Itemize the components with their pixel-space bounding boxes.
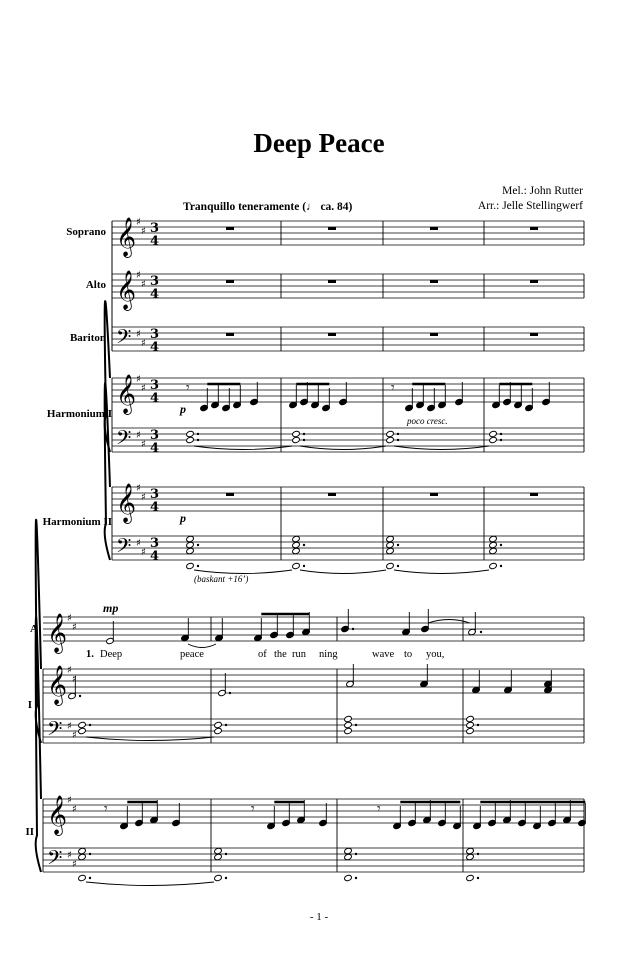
time-signature-denominator: 4 — [150, 549, 160, 564]
whole-rest — [226, 280, 234, 283]
augmentation-dot — [79, 695, 81, 697]
tie-curve — [394, 570, 489, 574]
augmentation-dot — [303, 439, 305, 441]
baskant-text: (baskant +16’) — [194, 574, 249, 584]
sharp-sign: ♯ — [136, 217, 141, 228]
chord-note — [292, 547, 301, 554]
sharp-sign: ♯ — [136, 483, 141, 494]
sharp-sign: ♯ — [136, 270, 141, 281]
lyric-syllable: ning — [319, 649, 338, 660]
sharp-sign: ♯ — [72, 674, 77, 685]
chord-note — [489, 547, 498, 554]
lyric-syllable: peace — [180, 649, 204, 660]
sharp-sign: ♯ — [67, 795, 72, 806]
chord-note — [78, 847, 87, 854]
sharp-sign: ♯ — [141, 338, 146, 349]
chord-note — [466, 721, 475, 728]
label-harmonium-2: Harmonium II — [42, 516, 112, 528]
time-signature-denominator: 4 — [150, 391, 160, 406]
chord-note — [386, 547, 395, 554]
eighth-rest: 𝄾 — [104, 801, 108, 817]
chord-note — [466, 847, 475, 854]
score-title: Deep Peace — [253, 128, 385, 158]
chord-note — [344, 874, 353, 881]
augmentation-dot — [477, 853, 479, 855]
whole-rest — [328, 227, 336, 230]
time-signature-numerator: 3 — [150, 274, 160, 289]
sharp-sign: ♯ — [141, 226, 146, 237]
chord-note — [489, 436, 498, 443]
bass-clef: 𝄢 — [116, 534, 132, 562]
tie-curve — [86, 737, 214, 741]
chord-note — [466, 715, 475, 722]
tie-curve — [194, 570, 292, 574]
sharp-sign: ♯ — [141, 279, 146, 290]
augmentation-dot — [197, 433, 199, 435]
time-signature-numerator: 3 — [150, 221, 160, 236]
label-bariton: Bariton — [69, 332, 106, 344]
eighth-rest: 𝄾 — [186, 380, 190, 396]
eighth-rest: 𝄾 — [251, 801, 255, 817]
whole-rest — [226, 227, 234, 230]
augmentation-dot — [197, 565, 199, 567]
chord-note — [344, 727, 353, 734]
chord-note — [78, 853, 87, 860]
augmentation-dot — [480, 631, 482, 633]
chord-note — [466, 853, 475, 860]
treble-clef: 𝄞 — [116, 374, 137, 414]
whole-rest — [226, 493, 234, 496]
chord-note — [292, 535, 301, 542]
augmentation-dot — [225, 853, 227, 855]
tempo-metronome: (♩ ca. 84) — [302, 201, 353, 213]
treble-clef: 𝄞 — [116, 270, 137, 310]
chord-note — [386, 535, 395, 542]
whole-rest — [328, 333, 336, 336]
verse-number: 1. — [86, 649, 94, 660]
sharp-sign: ♯ — [67, 850, 72, 861]
sharp-sign: ♯ — [141, 492, 146, 503]
sharp-sign: ♯ — [136, 430, 141, 441]
whole-rest — [530, 333, 538, 336]
time-signature-denominator: 4 — [150, 340, 160, 355]
sharp-sign: ♯ — [67, 721, 72, 732]
chord-note — [186, 436, 195, 443]
whole-rest — [430, 280, 438, 283]
augmentation-dot — [355, 877, 357, 879]
time-signature-denominator: 4 — [150, 234, 160, 249]
chord-note — [186, 547, 195, 554]
augmentation-dot — [397, 433, 399, 435]
treble-clef: 𝄞 — [116, 217, 137, 257]
augmentation-dot — [89, 877, 91, 879]
augmentation-dot — [500, 565, 502, 567]
time-signature-denominator: 4 — [150, 287, 160, 302]
time-signature-numerator: 3 — [150, 378, 160, 393]
chord-note — [186, 541, 195, 548]
tie-curve — [194, 446, 292, 450]
augmentation-dot — [500, 439, 502, 441]
bass-clef: 𝄢 — [116, 325, 132, 353]
whole-rest — [530, 493, 538, 496]
sharp-sign: ♯ — [72, 804, 77, 815]
augmentation-dot — [397, 565, 399, 567]
chord-note — [214, 847, 223, 854]
augmentation-dot — [352, 628, 354, 630]
whole-rest — [530, 227, 538, 230]
chord-note — [214, 721, 223, 728]
augmentation-dot — [303, 433, 305, 435]
chord-note — [386, 562, 395, 569]
sharp-sign: ♯ — [141, 547, 146, 558]
whole-rest — [430, 227, 438, 230]
sharp-sign: ♯ — [72, 859, 77, 870]
chord-note — [344, 847, 353, 854]
sharp-sign: ♯ — [72, 730, 77, 741]
bass-clef: 𝄢 — [47, 846, 63, 874]
chord-note — [489, 430, 498, 437]
augmentation-dot — [197, 544, 199, 546]
chord-note — [186, 562, 195, 569]
chord-note — [489, 541, 498, 548]
time-signature-numerator: 3 — [150, 487, 160, 502]
augmentation-dot — [89, 724, 91, 726]
augmentation-dot — [303, 565, 305, 567]
melody-credit: Mel.: John Rutter — [502, 185, 583, 197]
sharp-sign: ♯ — [136, 374, 141, 385]
chord-note — [214, 727, 223, 734]
lyric-syllable: to — [404, 649, 413, 660]
whole-rest — [328, 493, 336, 496]
tie-curve — [394, 446, 489, 450]
whole-rest — [328, 280, 336, 283]
augmentation-dot — [477, 724, 479, 726]
bass-clef: 𝄢 — [116, 426, 132, 454]
chord-note — [344, 715, 353, 722]
augmentation-dot — [500, 544, 502, 546]
chord-note — [214, 853, 223, 860]
sharp-sign: ♯ — [67, 613, 72, 624]
time-signature-numerator: 3 — [150, 536, 160, 551]
chord-note — [386, 430, 395, 437]
whole-rest — [226, 333, 234, 336]
tie-curve — [188, 644, 216, 648]
chord-note — [292, 541, 301, 548]
lyric-syllable: the — [274, 649, 287, 660]
grand-staff-brace — [105, 383, 110, 560]
augmentation-dot — [500, 433, 502, 435]
augmentation-dot — [225, 877, 227, 879]
arranger-credit: Arr.: Jelle Stellingwerf — [477, 200, 583, 212]
chord-note — [489, 562, 498, 569]
time-signature-numerator: 3 — [150, 428, 160, 443]
augmentation-dot — [397, 439, 399, 441]
chord-note — [386, 541, 395, 548]
chord-note — [386, 436, 395, 443]
lyric-syllable: you, — [426, 649, 445, 660]
dynamic-mp: mp — [103, 601, 119, 615]
tie-curve — [86, 882, 214, 886]
lyric-syllable: of — [258, 649, 267, 660]
augmentation-dot — [477, 877, 479, 879]
eighth-rest: 𝄾 — [391, 380, 395, 396]
augmentation-dot — [197, 439, 199, 441]
chord-note — [78, 874, 87, 881]
label-alto: Alto — [85, 279, 106, 291]
chord-note — [344, 721, 353, 728]
chord-note — [186, 430, 195, 437]
chord-note — [489, 535, 498, 542]
sharp-sign: ♯ — [72, 622, 77, 633]
sharp-sign: ♯ — [141, 383, 146, 394]
augmentation-dot — [229, 692, 231, 694]
label-voice-system-2: A — [30, 623, 38, 635]
tie-curve — [300, 570, 386, 574]
sharp-sign: ♯ — [67, 665, 72, 676]
lyric-syllable: wave — [372, 649, 395, 660]
tie-curve — [428, 620, 470, 624]
chord-note — [292, 430, 301, 437]
chord-note — [186, 535, 195, 542]
tie-curve — [300, 446, 386, 450]
augmentation-dot — [355, 853, 357, 855]
sharp-sign: ♯ — [141, 439, 146, 450]
chord-note — [344, 853, 353, 860]
label-h1-system-2: I — [27, 699, 32, 711]
eighth-rest: 𝄾 — [377, 801, 381, 817]
dynamic-p-h2: p — [180, 511, 186, 525]
tempo-text: Tranquillo teneramente — [183, 201, 300, 213]
sharp-sign: ♯ — [136, 329, 141, 340]
chord-note — [214, 874, 223, 881]
augmentation-dot — [89, 853, 91, 855]
augmentation-dot — [397, 544, 399, 546]
chord-note — [78, 721, 87, 728]
chord-note — [466, 874, 475, 881]
page-number: - 1 - — [309, 911, 329, 923]
label-h2-system-2: II — [25, 826, 34, 838]
time-signature-denominator: 4 — [150, 500, 160, 515]
augmentation-dot — [355, 724, 357, 726]
time-signature-numerator: 3 — [150, 327, 160, 342]
chord-note — [292, 436, 301, 443]
whole-rest — [430, 333, 438, 336]
chord-note — [78, 727, 87, 734]
augmentation-dot — [225, 724, 227, 726]
chord-note — [466, 727, 475, 734]
label-harmonium-1: Harmonium I — [46, 408, 112, 420]
time-signature-denominator: 4 — [150, 441, 160, 456]
treble-clef: 𝄞 — [116, 483, 137, 523]
whole-rest — [530, 280, 538, 283]
poco-cresc-text: poco cresc. — [407, 416, 448, 426]
treble-clef: 𝄞 — [47, 795, 68, 835]
sharp-sign: ♯ — [136, 538, 141, 549]
lyric-syllable: run — [292, 649, 306, 660]
whole-rest — [430, 493, 438, 496]
bass-clef: 𝄢 — [47, 717, 63, 745]
lyric-syllable: Deep — [100, 649, 123, 660]
treble-clef: 𝄞 — [47, 665, 68, 705]
chord-note — [292, 562, 301, 569]
dynamic-p-h1: p — [180, 402, 186, 416]
treble-clef: 𝄞 — [47, 613, 68, 653]
label-soprano: Soprano — [66, 226, 106, 238]
augmentation-dot — [303, 544, 305, 546]
